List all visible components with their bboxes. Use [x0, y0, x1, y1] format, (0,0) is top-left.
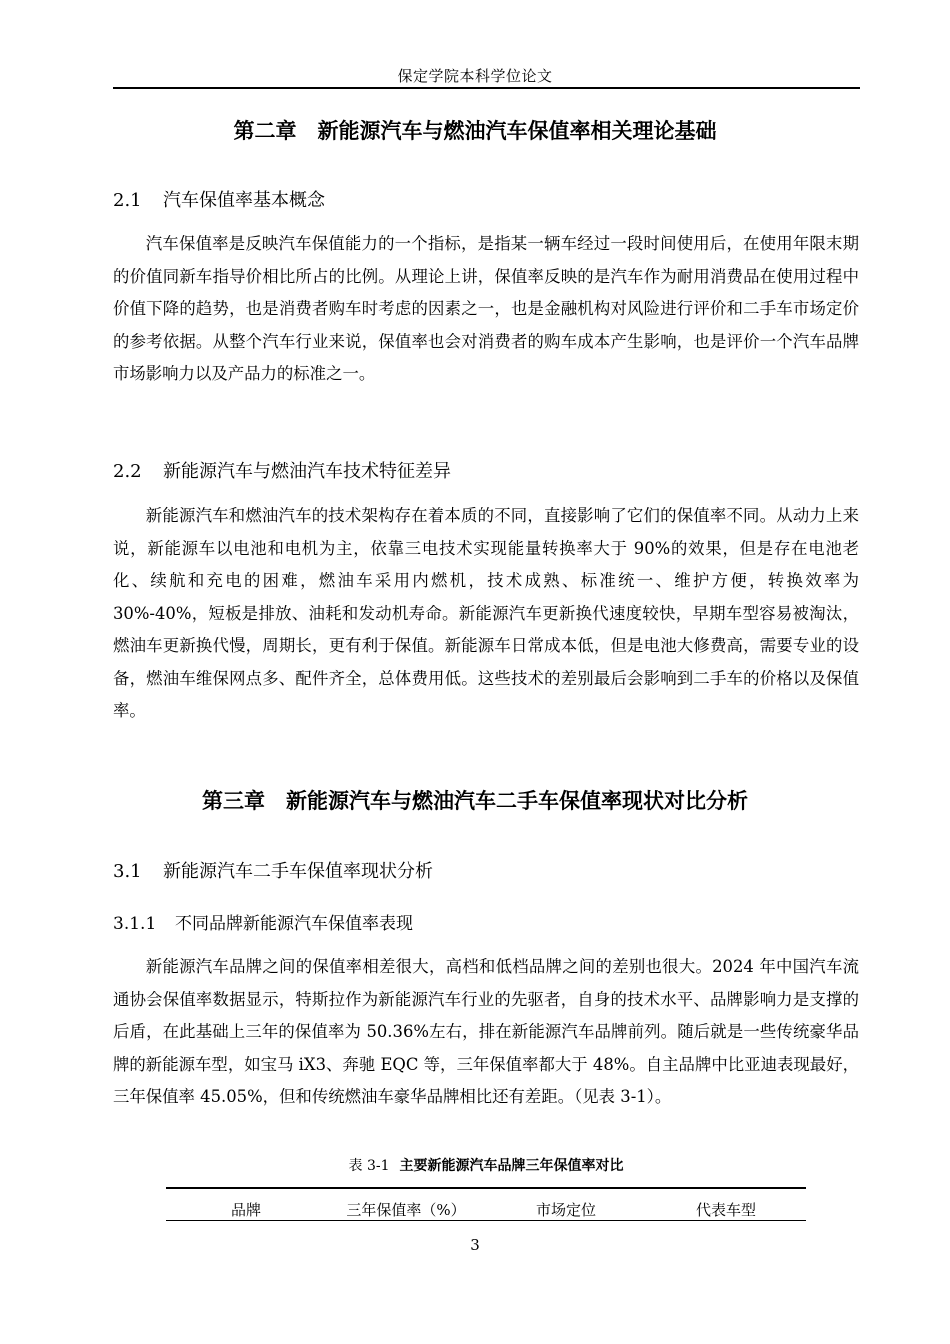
section-title: 新能源汽车与燃油汽车技术特征差异 — [163, 461, 451, 482]
chapter-2-title: 第二章 新能源汽车与燃油汽车保值率相关理论基础 — [233, 119, 717, 143]
table-top-rule — [166, 1187, 806, 1189]
section-2-1-heading — [113, 188, 325, 214]
section-number: 3.1 — [113, 861, 142, 882]
table-header-cell: 品牌 — [230, 1201, 261, 1219]
subsection-number: 3.1.1 — [113, 914, 157, 934]
subsection-3-1-1-paragraph: 新能源汽车品牌之间的保值率相差很大，高档和低档品牌之间的差别也很大。2024 年中国汽车流通协会保值率数据显示，特斯拉作为新能源汽车行业的先驱者，自身的技术水平、品牌影响力是支撑的后盾，在此基础上三年的保值率为 50.36%左右，排在新能源汽车品牌前列。随后就是一些传统豪华品牌的新能源车型，如宝马 iX3、奔驰 EQC 等，三年保值率都大于 48%。自主品牌中比亚迪表现最好，三年保值率 45.05%，但和传统燃油车豪华品牌相比还有差距。（见表 3-1）。 — [113, 957, 859, 1106]
table-header-rule — [166, 1220, 806, 1221]
table-caption — [0, 1156, 950, 1176]
table-caption-title: 主要新能源汽车品牌三年保值率对比 — [399, 1158, 624, 1174]
section-title: 新能源汽车二手车保值率现状分析 — [163, 861, 433, 882]
page-header: 保定学院本科学位论文 — [397, 67, 553, 85]
section-number: 2.2 — [113, 461, 142, 482]
section-number: 2.1 — [113, 190, 142, 211]
table-header-cell: 三年保值率（%） — [346, 1201, 466, 1219]
table-header-cell: 市场定位 — [535, 1201, 596, 1219]
subsection-3-1-1-heading — [113, 911, 413, 937]
header-rule — [113, 87, 860, 89]
subsection-title: 不同品牌新能源汽车保值率表现 — [175, 914, 413, 934]
table-header-cell: 代表车型 — [695, 1201, 756, 1219]
page-number: 3 — [470, 1236, 480, 1254]
section-title: 汽车保值率基本概念 — [163, 190, 325, 211]
table-header-row — [166, 1199, 806, 1221]
section-2-1-paragraph: 汽车保值率是反映汽车保值能力的一个指标，是指某一辆车经过一段时间使用后，在使用年限末期的价值同新车指导价相比所占的比例。从理论上讲，保值率反映的是汽车作为耐用消费品在使用过程中价值下降的趋势，也是消费者购车时考虑的因素之一，也是金融机构对风险进行评价和二手车市场定价的参考依据。从整个汽车行业来说，保值率也会对消费者的购车成本产生影响，也是评价一个汽车品牌市场影响力以及产品力的标准之一。 — [113, 234, 859, 383]
section-3-1-heading — [113, 859, 433, 885]
section-2-2-heading — [113, 459, 451, 485]
chapter-3-title: 第三章 新能源汽车与燃油汽车二手车保值率现状对比分析 — [202, 789, 748, 813]
section-2-2-paragraph: 新能源汽车和燃油汽车的技术架构存在着本质的不同，直接影响了它们的保值率不同。从动力上来说，新能源车以电池和电机为主，依靠三电技术实现能量转换率大于 90%的效果，但是存在电池老化、续航和充电的困难，燃油车采用内燃机，技术成熟、标准统一、维护方便，转换效率为 30%-40%，短板是排放、油耗和发动机寿命。新能源汽车更新换代速度较快，早期车型容易被淘汰，燃油车更新换代慢，周期长，更有利于保值。新能源车日常成本低，但是电池大修费高，需要专业的设备，燃油车维保网点多、配件齐全，总体费用低。这些技术的差别最后会影响到二手车的价格以及保值率。 — [113, 506, 859, 720]
table-caption-label: 表 3-1 — [348, 1158, 390, 1174]
